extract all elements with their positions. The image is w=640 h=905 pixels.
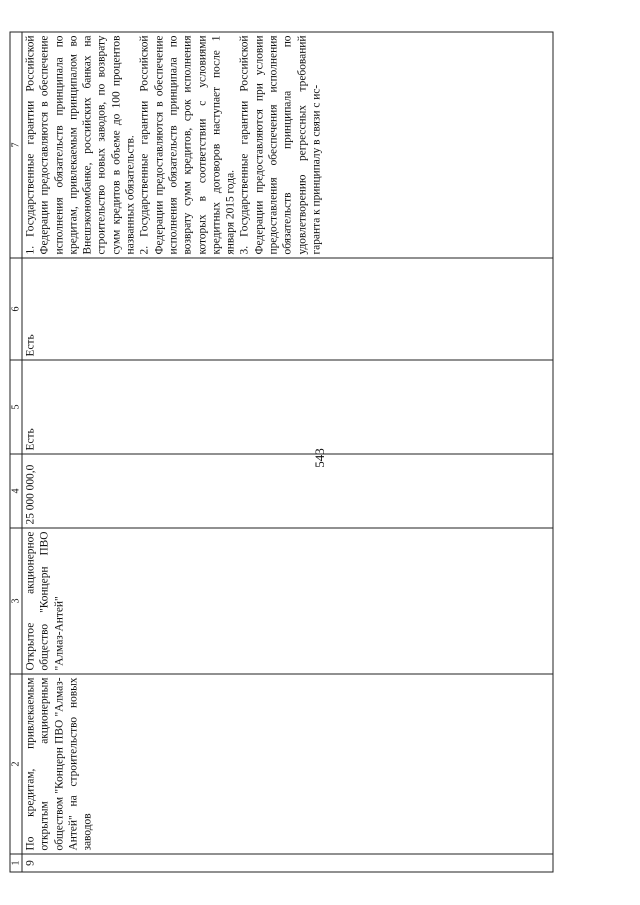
- col-header-1: 1: [10, 854, 22, 872]
- col-header-2: 2: [10, 674, 22, 854]
- column-number-row: [10, 32, 22, 872]
- col-header-3: 3: [10, 528, 22, 674]
- col-header-7: 7: [10, 32, 22, 258]
- col6-value: Есть: [22, 258, 553, 360]
- guarantee-table: [10, 32, 554, 873]
- condition-1: 1. Государственные гарантии Российской Федерации предоставляются в обеспечение исполнения обязательств принципала по кредитам, привлекаемым принципалом во Внешэкономбанке, российских банках на строительство новых заводов, по возврату сумм кредитов в объеме до 100 процентов названных обязательств.: [24, 35, 137, 255]
- rotated-table-wrapper: [10, 33, 555, 873]
- condition-2: 2. Государственные гарантии Российской Федерации предоставляются в обеспечение исполнения обязательств принципала по возврату сумм кредитов, срок исполнения которых в соответствии с условиями кредитных договоров наступает после 1 января 2015 года.: [138, 35, 237, 255]
- col-header-4: 4: [10, 454, 22, 528]
- col5-value: Есть: [22, 360, 553, 454]
- table-row: [22, 32, 553, 872]
- row-number: 9: [22, 854, 553, 872]
- principal-name: Открытое акционерное общество "Концерн ПВО "Алмаз-Антей": [22, 528, 553, 674]
- page-number: 543: [312, 448, 327, 468]
- guarantee-purpose: По кредитам, привлекаемым открытым акционерным обществом "Концерн ПВО "Алмаз-Антей" на строительство новых заводов: [22, 674, 553, 854]
- guarantee-amount: 25 000 000,0: [22, 454, 553, 528]
- condition-3: 3. Государственные гарантии Российской Федерации предоставляются при условии предоставления обеспечения исполнения обязательств принципала по удовлетворению регрессных требований гаранта к принципалу в связи с ис-: [238, 35, 323, 255]
- col-header-5: 5: [10, 360, 22, 454]
- guarantee-conditions: [22, 32, 553, 258]
- col-header-6: 6: [10, 258, 22, 360]
